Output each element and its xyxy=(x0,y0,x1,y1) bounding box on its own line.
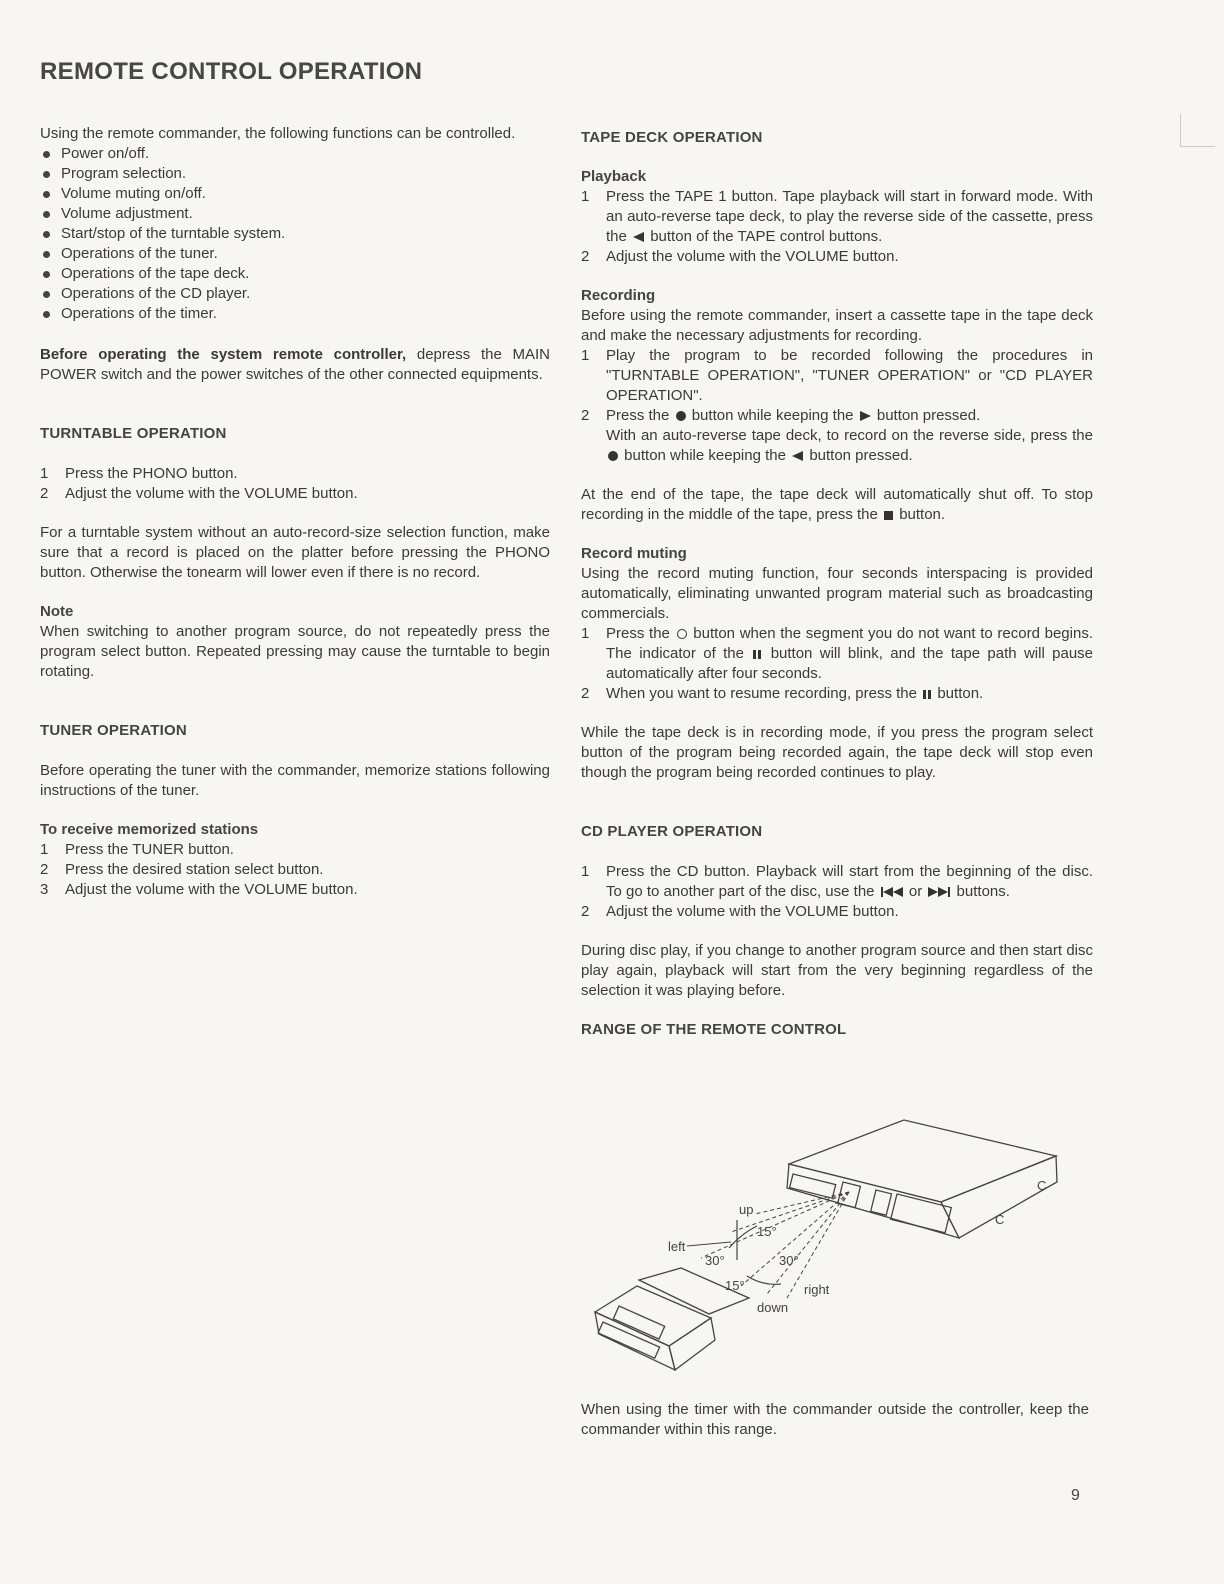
list-item: Operations of the tape deck. xyxy=(40,264,550,284)
unit-mark: C xyxy=(995,1212,1005,1227)
bullet-icon xyxy=(43,291,50,298)
note-text: When switching to another program source, do not repeatedly press the program select button. Repeated pressing may cause the turntable to begin rotating. xyxy=(40,623,550,680)
range-caption: When using the timer with the commander outside the controller, keep the commander within this range. xyxy=(581,1401,1089,1438)
rec-mute-icon xyxy=(677,629,687,639)
list-item: 1 Press the TUNER button. xyxy=(40,841,234,858)
down-label: down xyxy=(757,1300,789,1315)
bullet-icon xyxy=(43,171,50,178)
right-label: right xyxy=(804,1282,830,1297)
main-unit-illustration xyxy=(787,1120,1057,1238)
list-item: Operations of the CD player. xyxy=(40,284,550,304)
cd-player-heading: CD PLAYER OPERATION xyxy=(581,823,763,840)
note-heading: Note xyxy=(40,603,74,620)
list-item: Program selection. xyxy=(40,164,550,184)
bullet-icon xyxy=(43,231,50,238)
list-item: Power on/off. xyxy=(40,144,550,164)
angle-down-label: 15° xyxy=(725,1278,745,1293)
bullet-icon xyxy=(43,251,50,258)
page-title: REMOTE CONTROL OPERATION xyxy=(40,58,423,85)
record-icon xyxy=(608,451,618,461)
list-item: 1 Press the button when the segment you do not want to record begins. The indicator of the button will blink, and the tape path will pause automatically after four seconds. xyxy=(581,625,1094,682)
list-item: Start/stop of the turntable system. xyxy=(40,224,550,244)
list-item: 2 Adjust the volume with the VOLUME button. xyxy=(581,903,899,920)
end-of-tape-text: At the end of the tape, the tape deck will automatically shut off. To stop recording in the middle of the tape, press the button. xyxy=(581,486,1093,523)
turntable-steps xyxy=(40,464,550,504)
record-muting-steps xyxy=(581,624,1093,704)
list-item: 1 Press the PHONO button. xyxy=(40,465,238,482)
list-item: Volume adjustment. xyxy=(40,204,550,224)
list-item: 2 Adjust the volume with the VOLUME button. xyxy=(40,485,358,502)
list-item: 2 Adjust the volume with the VOLUME button. xyxy=(581,248,899,265)
skip-back-icon xyxy=(881,887,903,897)
bullet-icon xyxy=(43,191,50,198)
reverse-play-icon xyxy=(792,451,803,461)
recording-intro: Before using the remote commander, insert a cassette tape in the tape deck and make the necessary adjustments for recording. xyxy=(581,307,1093,344)
bullet-icon xyxy=(43,311,50,318)
play-icon xyxy=(860,411,871,421)
bullet-icon xyxy=(43,211,50,218)
list-item: 1 Press the CD button. Playback will start from the beginning of the disc. To go to another part of the disc, use the or buttons. xyxy=(581,863,1093,900)
left-label: left xyxy=(668,1239,686,1254)
tuner-paragraph: Before operating the tuner with the commander, memorize stations following instructions of the tuner. xyxy=(40,762,550,799)
record-icon xyxy=(676,411,686,421)
angle-right-label: 30° xyxy=(779,1253,799,1268)
list-item: 1 Play the program to be recorded following the procedures in "TURNTABLE OPERATION", "TUNER OPERATION" or "CD PLAYER OPERATION". xyxy=(581,347,1093,404)
page-edge-mark xyxy=(1180,114,1215,147)
cd-steps xyxy=(581,862,1093,922)
playback-steps xyxy=(581,187,1093,267)
right-column xyxy=(581,128,1093,1040)
remote-range-diagram xyxy=(581,1108,1081,1398)
list-item: 2 Press the desired station select button. xyxy=(40,861,324,878)
list-item: Operations of the timer. xyxy=(40,304,550,324)
list-item: Volume muting on/off. xyxy=(40,184,550,204)
tuner-steps xyxy=(40,840,550,900)
function-list xyxy=(40,144,550,324)
up-label: up xyxy=(739,1202,754,1217)
tuner-heading: TUNER OPERATION xyxy=(40,722,187,739)
recording-mode-paragraph: While the tape deck is in recording mode, if you press the program select button of the program being recorded again, the tape deck will stop even though the program being recorded continues to play. xyxy=(581,724,1093,781)
range-heading: RANGE OF THE REMOTE CONTROL xyxy=(581,1021,847,1038)
list-item: 2 When you want to resume recording, press the button. xyxy=(581,685,984,702)
left-column xyxy=(40,124,550,900)
page-number: 9 xyxy=(1071,1487,1080,1504)
recording-steps xyxy=(581,346,1093,466)
cd-paragraph: During disc play, if you change to another program source and then start disc play again, playback will start from the very beginning regardless of the selection it was playing before. xyxy=(581,942,1093,999)
turntable-paragraph: For a turntable system without an auto-record-size selection function, make sure that a record is placed on the platter before pressing the PHONO button. Otherwise the tonearm will lower even if there is no record. xyxy=(40,524,550,581)
pause-icon xyxy=(753,650,761,659)
stop-icon xyxy=(884,511,893,520)
angle-up-label: 15° xyxy=(757,1224,777,1239)
left-pointer xyxy=(687,1242,731,1246)
bullet-icon xyxy=(43,151,50,158)
turntable-heading: TURNTABLE OPERATION xyxy=(40,425,227,442)
record-muting-heading: Record muting xyxy=(581,545,687,562)
tape-deck-heading: TAPE DECK OPERATION xyxy=(581,129,763,146)
skip-forward-icon xyxy=(928,887,950,897)
list-item: 2 Press the button while keeping the button pressed. With an auto-reverse tape deck, to record on the reverse side, press the button while keeping the button pressed. xyxy=(581,407,1093,464)
list-item: 3 Adjust the volume with the VOLUME button. xyxy=(40,881,358,898)
reverse-play-icon xyxy=(633,232,644,242)
list-item: Operations of the tuner. xyxy=(40,244,550,264)
list-item: 1 Press the TAPE 1 button. Tape playback will start in forward mode. With an auto-reverse tape deck, to play the reverse side of the cassette, press the button of the TAPE control buttons. xyxy=(581,188,1093,245)
playback-heading: Playback xyxy=(581,168,647,185)
recording-heading: Recording xyxy=(581,287,656,304)
before-operating-text: Before operating the system remote controller, depress the MAIN POWER switch and the power switches of the other connected equipments. xyxy=(40,346,551,383)
memorized-stations-heading: To receive memorized stations xyxy=(40,821,259,838)
record-muting-intro: Using the record muting function, four seconds interspacing is provided automatically, eliminating unwanted program material such as broadcasting commercials. xyxy=(581,565,1093,622)
bullet-icon xyxy=(43,271,50,278)
pause-icon xyxy=(923,690,931,699)
angle-left-label: 30° xyxy=(705,1253,725,1268)
intro-text: Using the remote commander, the following functions can be controlled. xyxy=(40,125,516,142)
unit-mark: C xyxy=(1037,1178,1047,1193)
